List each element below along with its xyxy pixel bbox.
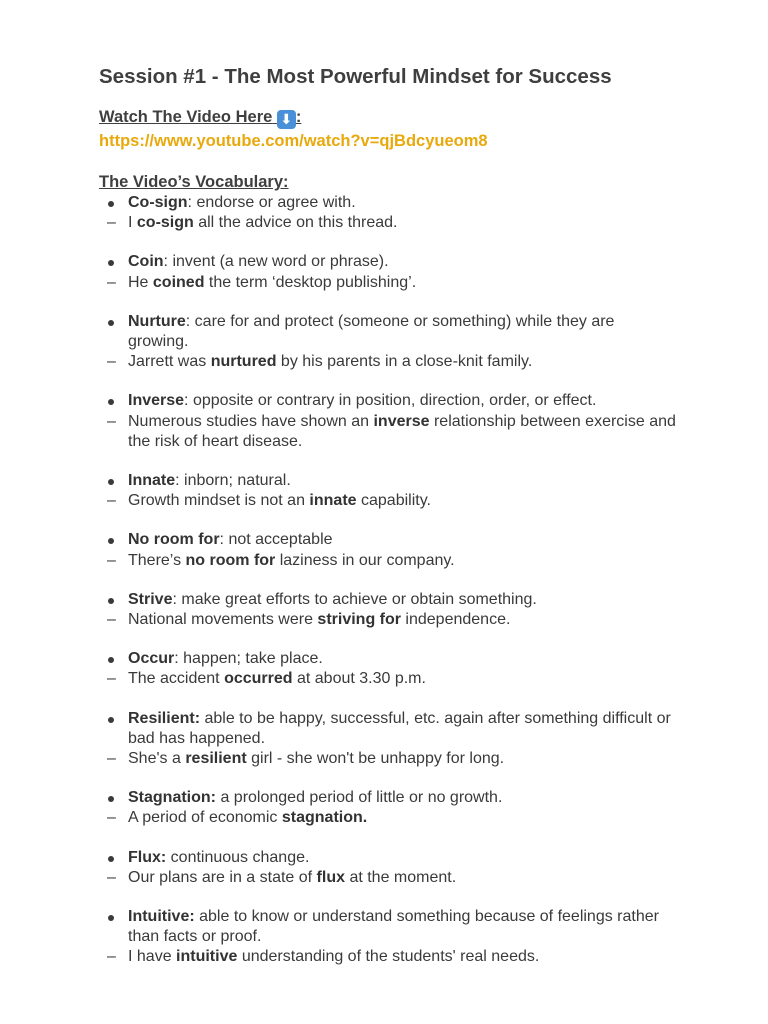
dash-icon: – [107, 670, 116, 688]
bullet-icon [108, 399, 114, 405]
term-separator: : [184, 392, 189, 410]
vocab-definition [99, 709, 679, 749]
example-highlight: coined [152, 273, 205, 291]
example-prefix: National movements were [128, 611, 318, 629]
vocab-example [99, 412, 679, 452]
down-arrow-icon: ⬇ [277, 110, 296, 129]
vocab-term: Stagnation: [128, 789, 216, 807]
vocab-term: Nurture [128, 312, 186, 330]
dash-icon: – [107, 611, 116, 629]
vocab-definition [99, 649, 679, 669]
definition-text: a prolonged period of little or no growth. [216, 789, 503, 807]
dash-icon: – [107, 868, 116, 886]
example-highlight: stagnation. [281, 809, 368, 827]
vocab-definition [99, 788, 679, 808]
dash-icon: – [107, 750, 116, 768]
definition-text: not acceptable [224, 531, 333, 549]
vocab-example [99, 213, 679, 233]
vocab-example [99, 273, 679, 293]
example-prefix: I have [128, 948, 177, 966]
vocab-entry [99, 907, 679, 968]
example-prefix: He [128, 273, 153, 291]
example-suffix: all the advice on this thread. [193, 214, 398, 232]
bullet-icon [108, 657, 114, 663]
example-highlight: no room for [185, 551, 276, 569]
example-suffix: understanding of the students' real needs. [237, 948, 540, 966]
bullet-icon [108, 856, 114, 862]
term-separator: : [163, 253, 168, 271]
vocab-entry [99, 312, 679, 373]
example-highlight: occurred [224, 670, 293, 688]
vocab-definition [99, 530, 679, 550]
vocab-entry [99, 193, 679, 233]
definition-text: inborn; natural. [179, 472, 291, 490]
example-prefix: Jarrett was [128, 353, 211, 371]
vocab-entry [99, 252, 679, 292]
example-highlight: intuitive [176, 948, 238, 966]
vocab-definition [99, 907, 679, 947]
vocab-definition [99, 312, 679, 352]
example-highlight: innate [309, 492, 357, 510]
vocab-entry [99, 709, 679, 770]
bullet-icon [108, 260, 114, 266]
example-highlight: inverse [373, 412, 430, 430]
watch-video-colon: : [295, 108, 302, 126]
definition-text: invent (a new word or phrase). [168, 253, 389, 271]
example-highlight: co-sign [136, 214, 194, 232]
vocab-entry [99, 590, 679, 630]
vocab-definition [99, 590, 679, 610]
example-suffix: at the moment. [345, 868, 457, 886]
vocab-term: Occur [128, 650, 175, 668]
vocab-example [99, 491, 679, 511]
youtube-link[interactable]: https://www.youtube.com/watch?v=qjBdcyueom8 [99, 132, 488, 150]
vocab-term: Co-sign [128, 194, 188, 211]
definition-text: continuous change. [166, 848, 310, 866]
definition-text: happen; take place. [178, 650, 323, 668]
bullet-icon [108, 796, 114, 802]
vocab-entry [99, 788, 679, 828]
vocab-definition [99, 391, 679, 411]
vocab-entry [99, 471, 679, 511]
example-highlight: flux [316, 868, 345, 886]
watch-video-heading [99, 106, 679, 129]
vocab-example [99, 947, 679, 967]
vocab-entry [99, 848, 679, 888]
vocab-term: Flux: [128, 848, 167, 866]
vocab-term: Inverse [128, 392, 185, 410]
example-prefix: Numerous studies have shown an [128, 412, 374, 430]
term-separator: : [185, 312, 191, 330]
vocab-definition [99, 471, 679, 491]
term-separator: : [172, 590, 177, 608]
example-suffix: laziness in our company. [275, 551, 455, 569]
vocab-entry [99, 391, 679, 452]
vocab-term: Strive [128, 590, 173, 608]
vocab-entry [99, 530, 679, 570]
definition-text: make great efforts to achieve or obtain something. [176, 590, 537, 608]
vocabulary-heading: The Video’s Vocabulary: [99, 173, 289, 191]
vocab-example [99, 551, 679, 571]
document-page [99, 62, 679, 968]
watch-video-label: Watch The Video Here [99, 108, 273, 126]
example-highlight: nurtured [210, 353, 277, 371]
dash-icon: – [107, 412, 116, 430]
dash-icon: – [107, 551, 116, 569]
term-separator: : [175, 472, 180, 490]
vocab-example [99, 868, 679, 888]
example-suffix: capability. [356, 492, 431, 510]
bullet-icon [108, 915, 114, 921]
definition-text: endorse or agree with. [192, 194, 356, 211]
example-suffix: by his parents in a close-knit family. [276, 353, 533, 371]
definition-text: able to be happy, successful, etc. again after something difficult or bad has happened. [128, 709, 671, 747]
bullet-icon [108, 598, 114, 604]
bullet-icon [108, 717, 114, 723]
example-prefix: Our plans are in a state of [128, 868, 317, 886]
dash-icon: – [107, 809, 116, 827]
bullet-icon [108, 538, 114, 544]
vocab-example [99, 610, 679, 630]
vocab-term: Intuitive: [128, 908, 195, 926]
vocabulary-list [99, 193, 679, 968]
vocab-definition [99, 848, 679, 868]
vocab-example [99, 808, 679, 828]
vocab-entry [99, 649, 679, 689]
definition-text: able to know or understand something because of feelings rather than facts or proof. [128, 908, 659, 946]
example-prefix: I [128, 214, 137, 232]
page-title: Session #1 - The Most Powerful Mindset for Success [99, 65, 612, 88]
term-separator: : [174, 650, 179, 668]
vocab-term: Coin [128, 253, 164, 271]
vocab-definition [99, 252, 679, 272]
vocab-example [99, 352, 679, 372]
dash-icon: – [107, 492, 116, 510]
bullet-icon [108, 479, 114, 485]
example-suffix: independence. [400, 611, 511, 629]
definition-text: care for and protect (someone or something) while they are growing. [128, 312, 615, 351]
vocab-example [99, 669, 679, 689]
example-highlight: resilient [185, 750, 247, 768]
vocab-term: Innate [128, 472, 176, 490]
example-suffix: girl - she won't be unhappy for long. [246, 750, 505, 768]
definition-text: opposite or contrary in position, direction, order, or effect. [188, 392, 597, 410]
example-prefix: There’s [128, 551, 186, 569]
dash-icon: – [107, 948, 116, 966]
bullet-icon [108, 201, 114, 207]
term-separator: : [187, 194, 192, 211]
dash-icon: – [107, 353, 116, 371]
example-suffix: the term ‘desktop publishing’. [204, 273, 417, 291]
example-suffix: relationship between exercise and the risk of heart disease. [128, 412, 676, 450]
vocab-term: No room for [128, 531, 220, 549]
dash-icon: – [107, 273, 116, 291]
vocab-example [99, 749, 679, 769]
example-prefix: Growth mindset is not an [128, 492, 310, 510]
vocab-term: Resilient: [128, 709, 201, 727]
example-suffix: at about 3.30 p.m. [292, 670, 426, 688]
vocab-definition [99, 193, 679, 213]
term-separator: : [219, 531, 224, 549]
bullet-icon [108, 320, 114, 326]
dash-icon: – [107, 214, 116, 232]
example-prefix: She's a [128, 750, 186, 768]
example-highlight: striving for [317, 611, 401, 629]
example-prefix: A period of economic [128, 809, 282, 827]
example-prefix: The accident [128, 670, 225, 688]
